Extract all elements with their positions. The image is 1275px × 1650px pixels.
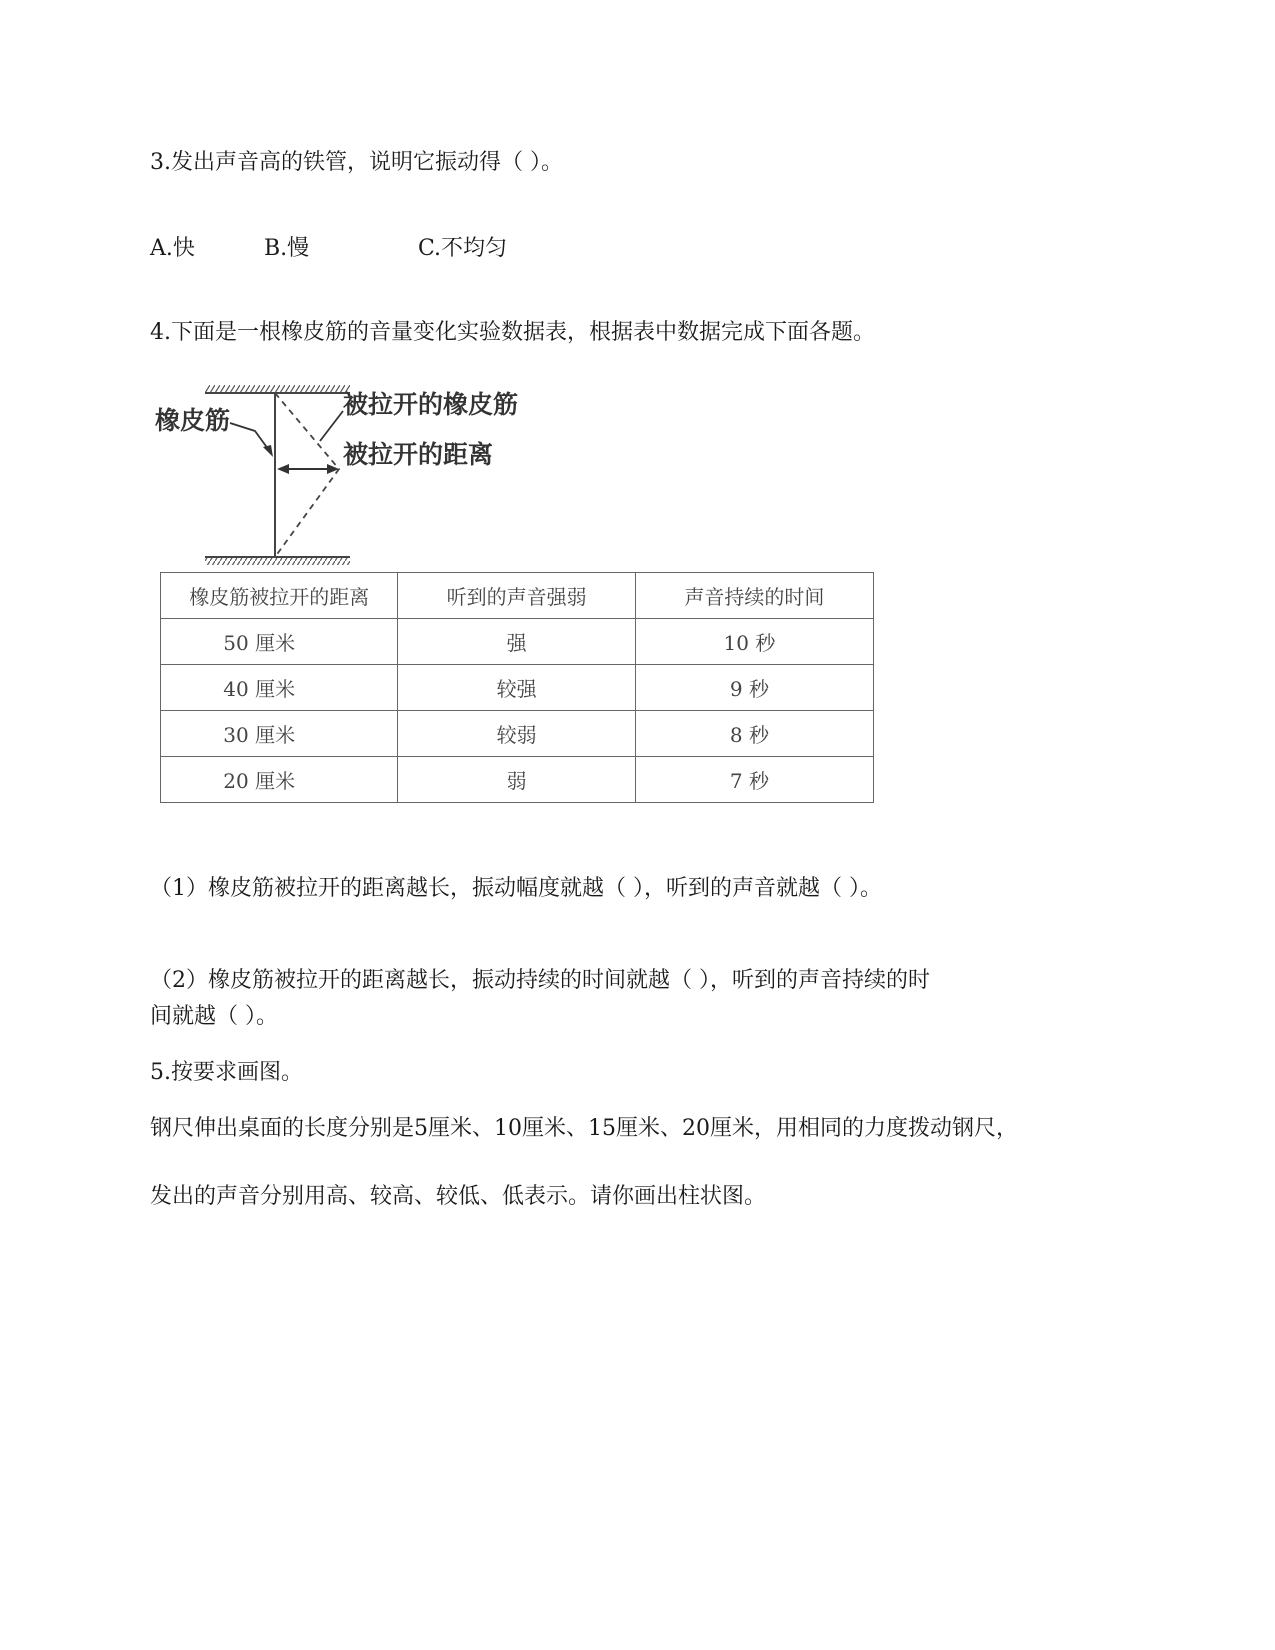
label-stretch-distance: 被拉开的距离 <box>343 440 494 469</box>
table-header-row <box>161 573 874 619</box>
stretched-pointer <box>320 411 343 441</box>
cell-loudness: 较弱 <box>398 711 635 757</box>
distance-arrow <box>277 464 339 474</box>
cell-distance: 20 厘米 <box>161 757 398 803</box>
option-b: B.慢 <box>264 236 310 261</box>
question-5-line-2: 发出的声音分别用高、较高、较低、低表示。请你画出柱状图。 <box>150 1184 767 1209</box>
option-a: A.快 <box>150 236 195 261</box>
cell-duration: 10 秒 <box>635 619 873 665</box>
label-stretched-band: 被拉开的橡皮筋 <box>343 390 519 419</box>
question-4-intro: 4.下面是一根橡皮筋的音量变化实验数据表，根据表中数据完成下面各题。 <box>150 320 875 345</box>
cell-loudness: 弱 <box>398 757 635 803</box>
rubber-band-diagram <box>155 385 575 570</box>
cell-distance: 40 厘米 <box>161 665 398 711</box>
header-duration: 声音持续的时间 <box>635 573 873 619</box>
option-c: C.不均匀 <box>418 236 508 261</box>
stretched-band-dashed <box>275 393 339 557</box>
label-rubber-band: 橡皮筋 <box>155 406 231 435</box>
band-pointer-head <box>263 445 273 457</box>
header-loudness: 听到的声音强弱 <box>398 573 635 619</box>
experiment-data-table <box>160 572 874 803</box>
table-row <box>161 711 874 757</box>
cell-distance: 30 厘米 <box>161 711 398 757</box>
cell-duration: 7 秒 <box>635 757 873 803</box>
cell-duration: 8 秒 <box>635 711 873 757</box>
cell-loudness: 较强 <box>398 665 635 711</box>
question-5-line-1: 钢尺伸出桌面的长度分别是5厘米、10厘米、15厘米、20厘米，用相同的力度拨动钢尺， <box>150 1116 1018 1141</box>
table-row <box>161 757 874 803</box>
sub-question-2-line-1: （2）橡皮筋被拉开的距离越长，振动持续的时间就越（ ），听到的声音持续的时 <box>150 968 930 993</box>
cell-loudness: 强 <box>398 619 635 665</box>
bottom-support <box>205 557 350 565</box>
cell-distance: 50 厘米 <box>161 619 398 665</box>
question-3-text: 3.发出声音高的铁管，说明它振动得（ ）。 <box>150 150 563 175</box>
header-distance: 橡皮筋被拉开的距离 <box>161 573 398 619</box>
question-5-title: 5.按要求画图。 <box>150 1060 303 1085</box>
sub-question-2-line-2: 间就越（ ）。 <box>150 1004 278 1029</box>
table-row <box>161 665 874 711</box>
table-row <box>161 619 874 665</box>
top-support <box>205 385 350 393</box>
sub-question-1: （1）橡皮筋被拉开的距离越长，振动幅度就越（ ），听到的声音就越（ ）。 <box>150 876 882 901</box>
cell-duration: 9 秒 <box>635 665 873 711</box>
